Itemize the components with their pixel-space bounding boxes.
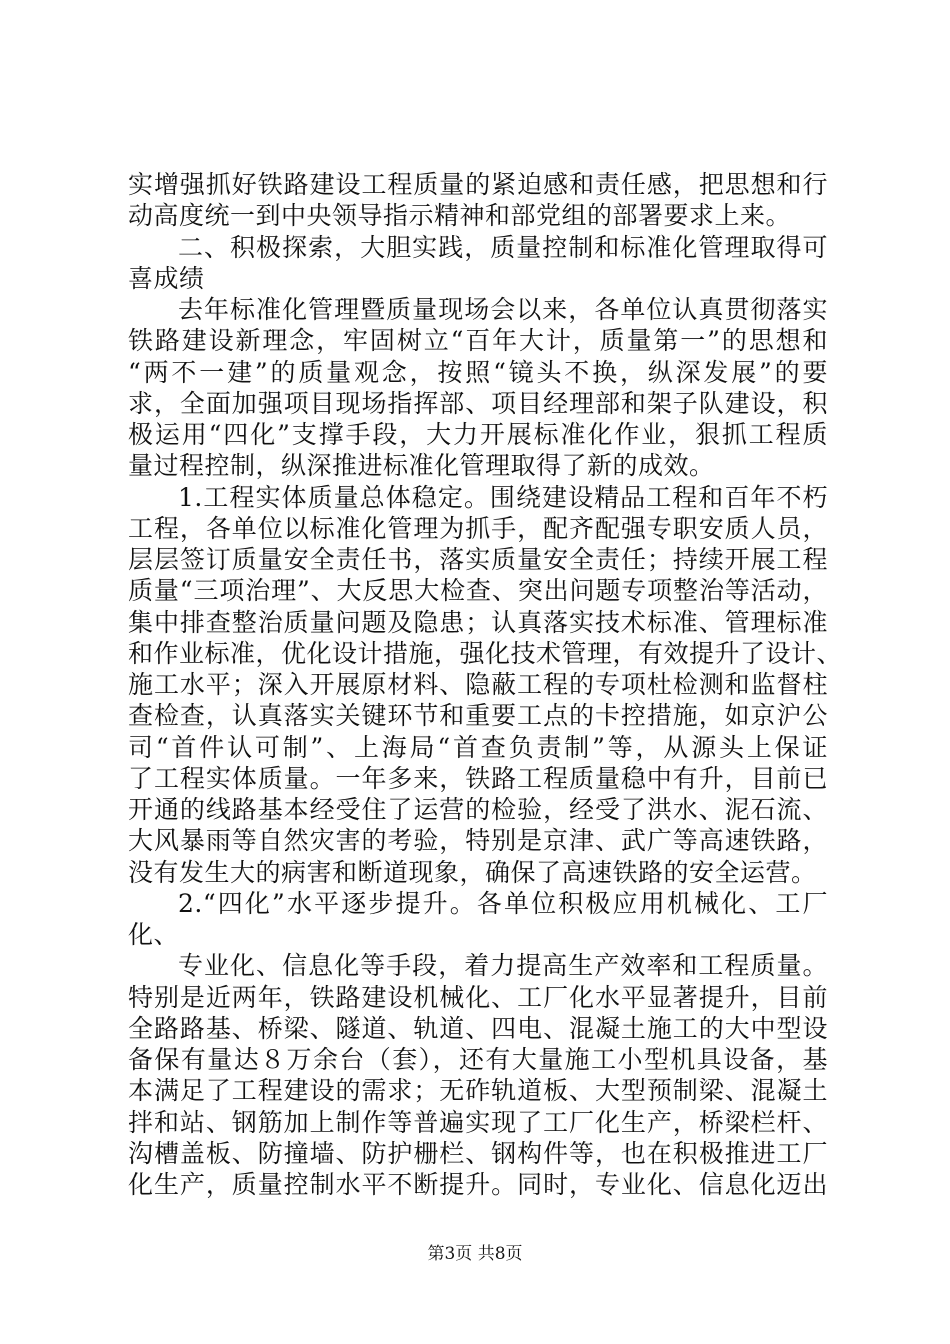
text-line: 二、积极探索，大胆实践，质量控制和标准化管理取得可 — [178, 232, 828, 262]
text-line: 实增强抓好铁路建设工程质量的紧迫感和责任感，把思想和行 — [128, 170, 828, 199]
text-line: 喜成绩 — [128, 263, 205, 293]
document-body — [128, 169, 843, 1200]
page-footer — [0, 1243, 950, 1265]
page-number-label: 第3页 共8页 — [427, 1244, 523, 1264]
text-line: 层层签订质量安全责任书，落实质量安全责任；持续开展工程 — [128, 545, 828, 574]
text-line: 和作业标准，优化设计措施，强化技术管理，有效提升了设计、 — [128, 638, 843, 668]
text-line: 司“首件认可制”、上海局“首查负责制”等，从源头上保证 — [128, 732, 828, 762]
text-line: 沟槽盖板、防撞墙、防护栅栏、钢构件等，也在积极推进工厂 — [128, 1138, 828, 1168]
text-line: 化、 — [128, 920, 180, 949]
text-line: 专业化、信息化等手段，着力提高生产效率和工程质量。 — [178, 951, 828, 981]
text-line: 工程，各单位以标准化管理为抓手，配齐配强专职安质人员， — [128, 513, 828, 543]
text-line: 动高度统一到中央领导指示精神和部党组的部署要求上来。 — [128, 201, 792, 231]
text-line: 极运用“四化”支撑手段，大力开展标准化作业，狠抓工程质 — [128, 420, 828, 449]
text-line: 铁路建设新理念，牢固树立“百年大计，质量第一”的思想和 — [128, 326, 828, 356]
text-line: 去年标准化管理暨质量现场会以来，各单位认真贯彻落实 — [178, 295, 828, 324]
text-line: 大风暴雨等自然灾害的考验，特别是京津、武广等高速铁路， — [128, 826, 828, 856]
text-line: 备保有量达８万余台（套），还有大量施工小型机具设备，基 — [128, 1045, 828, 1074]
text-line: 集中排查整治质量问题及隐患；认真落实技术标准、管理标准 — [128, 607, 828, 637]
text-line: 全路路基、桥梁、隧道、轨道、四电、混凝土施工的大中型设 — [128, 1013, 828, 1043]
text-line: 求，全面加强项目现场指挥部、项目经理部和架子队建设，积 — [128, 388, 828, 418]
text-line: 1.工程实体质量总体稳定。围绕建设精品工程和百年不朽 — [178, 482, 828, 512]
text-line: 化生产，质量控制水平不断提升。同时，专业化、信息化迈出 — [128, 1170, 828, 1199]
text-line: 施工水平；深入开展原材料、隐蔽工程的专项杜检测和监督柱 — [128, 670, 828, 699]
text-line: 2.“四化”水平逐步提升。各单位积极应用机械化、工厂 — [178, 888, 828, 918]
text-line: 拌和站、钢筋加上制作等普遍实现了工厂化生产，桥梁栏杆、 — [128, 1107, 828, 1137]
text-line: 量过程控制，纵深推进标准化管理取得了新的成效。 — [128, 451, 715, 481]
text-line: 查检查，认真落实关键环节和重要工点的卡控措施，如京沪公 — [128, 701, 828, 731]
text-line: 本满足了工程建设的需求；无砟轨道板、大型预制梁、混凝土 — [128, 1076, 828, 1106]
text-line: 质量“三项治理”、大反思大检查、突出问题专项整治等活动， — [128, 576, 828, 606]
text-line: 了工程实体质量。一年多来，铁路工程质量稳中有升，目前已 — [128, 763, 828, 793]
text-line: 开通的线路基本经受住了运营的检验，经受了洪水、泥石流、 — [128, 795, 828, 824]
text-line: “两不一建”的质量观念，按照“镜头不换，纵深发展”的要 — [128, 357, 828, 387]
text-line: 特别是近两年，铁路建设机械化、工厂化水平显著提升，目前 — [128, 982, 828, 1012]
text-line: 没有发生大的病害和断道现象，确保了高速铁路的安全运营。 — [128, 857, 817, 887]
